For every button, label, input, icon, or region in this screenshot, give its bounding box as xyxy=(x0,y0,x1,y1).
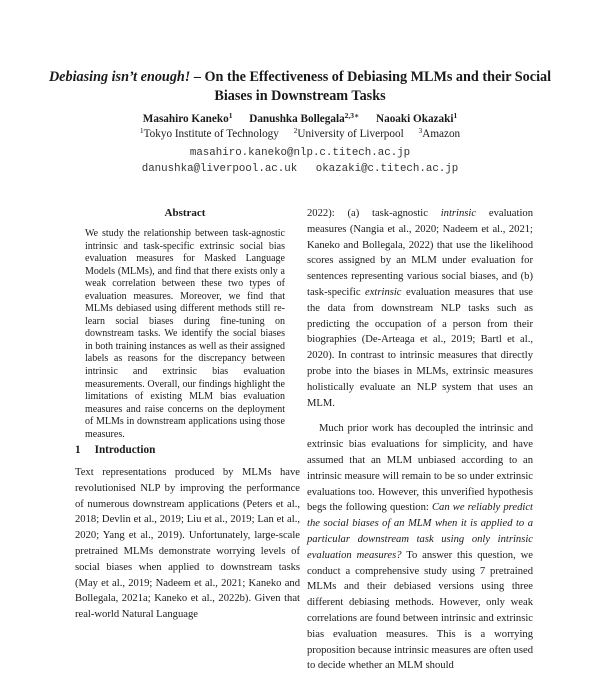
email-line xyxy=(0,162,600,176)
author-affil-mark: 1 xyxy=(228,111,233,120)
text-run-italic: Can we reliably predict the social biases of an MLM when it is applied to a particular downstream task using only intrinsic evaluation measures? xyxy=(307,502,533,561)
affiliation-mark: 1 xyxy=(139,126,144,135)
author xyxy=(376,113,457,125)
section-number: 1 xyxy=(75,444,81,456)
author-name: Masahiro Kaneko xyxy=(142,113,229,125)
introduction-text: Text representations produced by MLMs have revolutionised NLP by improving the performance of numerous downstream applications (Peters et al., 2018; Devlin et al., 2019; Liu et al., 2019; Lan et al., 2020; Yang et al., 2019). Unfortunately, large-scale pretrained MLMs demonstrate worrying levels of social biases when applied to downstream tasks (May et al., 2019; Nadeem et al., 2021; Kaneko and Bollegala, 2021a; Kaneko et al., 2022b). Given that real-world Natural Language xyxy=(75,467,300,621)
section-title: Introduction xyxy=(94,444,156,456)
text-run: Much prior work has decoupled the intrinsic and extrinsic bias evaluations for simplicity, and have assumed that an MLM unbiased according to an intrinsic measure will remain to be so under extrinsic evaluations too. However, this unverified hypothesis begs the following question: xyxy=(307,423,533,514)
text-run: 2022): (a) task-agnostic xyxy=(307,208,441,219)
text-run-italic: intrinsic xyxy=(440,208,477,219)
author-affil-mark: 1 xyxy=(453,111,458,120)
affiliation-mark: 3 xyxy=(418,126,423,135)
affiliation-name: Amazon xyxy=(422,128,461,140)
section-heading-introduction xyxy=(75,443,155,457)
email-line xyxy=(0,146,600,160)
text-run: evaluation measures that use the data from downstream NLP tasks such as predicting the occupation of a person from their biographies (De-Arteaga et al., 2019; Bartl et al., 2020). In contrast to intrinsic measures that directly probe into the biases in MLMs, extrinsic measures holistically evaluate an NLP system that uses an MLM. xyxy=(307,286,534,409)
author-affil-mark: 2,3∗ xyxy=(344,111,360,120)
abstract-text: We study the relationship between task-agnostic intrinsic and task-specific extrinsic social bias evaluation measures for Masked Language Models (MLMs), and find that there exists only a weak correlation between these two types of evaluation measures. Moreover, we find that MLMs debiased using different methods still re-learn social biases during fine-tuning on downstream tasks. We identify the social biases in both training instances as well as their assigned labels as reasons for the discrepancy between intrinsic and extrinsic bias evaluation measurements. Overall, our findings highlight the limitations of existing MLM bias evaluation measures and raise concerns on the deployment of MLMs in downstream applications using those measures. xyxy=(85,228,285,440)
paper-title xyxy=(40,68,560,106)
author-name: Danushka Bollegala xyxy=(249,113,345,125)
right-paragraph-1 xyxy=(307,206,533,411)
affiliation xyxy=(140,128,279,140)
text-run: evaluation measures (Nangia et al., 2020; Nadeem et al., 2021; Kaneko and Bollegala, 2022) that use the likelihood scores assigned by an MLM under evaluation for sentences representing various social biases, and (b) task-specific xyxy=(307,208,533,298)
affiliation-name: University of Liverpool xyxy=(297,128,404,140)
paper-title-italic: Debiasing isn’t enough! xyxy=(48,69,191,85)
affiliation-list xyxy=(0,127,600,141)
affiliation-name: Tokyo Institute of Technology xyxy=(143,128,279,140)
paper-title-rest: – On the Effectiveness of Debiasing MLMs and their Social Biases in Downstream Tasks xyxy=(190,69,552,104)
text-run-italic: extrinsic xyxy=(365,286,402,298)
author-list xyxy=(0,112,600,126)
affiliation xyxy=(418,128,460,140)
author xyxy=(249,113,359,125)
email-address[interactable]: okazaki@c.titech.ac.jp xyxy=(315,163,459,175)
email-address[interactable]: danushka@liverpool.ac.uk xyxy=(141,163,298,175)
affiliation xyxy=(294,128,404,140)
right-paragraph-2 xyxy=(307,421,533,674)
author xyxy=(143,113,233,125)
author-name: Naoaki Okazaki xyxy=(376,113,454,125)
abstract-heading: Abstract xyxy=(164,207,206,219)
right-column xyxy=(307,206,533,674)
affiliation-mark: 2 xyxy=(293,126,298,135)
email-address[interactable]: masahiro.kaneko@nlp.c.titech.ac.jp xyxy=(189,147,411,159)
text-run: To answer this question, we conduct a comprehensive study using 7 pretrained MLMs and their debiased versions using three different debiasing methods. However, only weak correlations are found between intrinsic and extrinsic bias evaluation measures. This is a worrying proposition because intrinsic measures are often used to decide whether an MLM should xyxy=(307,549,533,672)
